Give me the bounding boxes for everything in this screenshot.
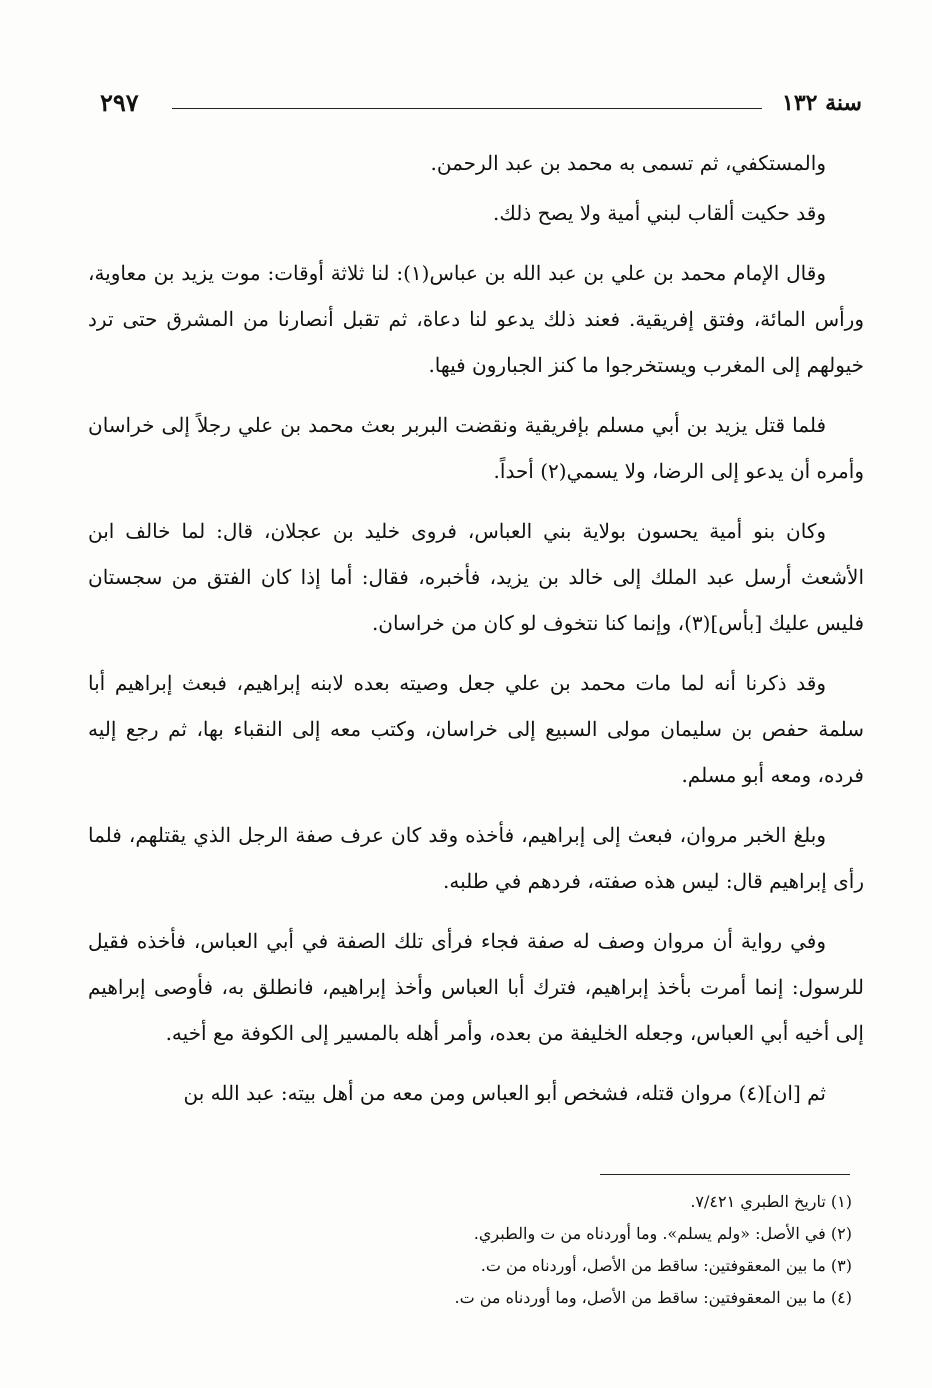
paragraph: وفي رواية أن مروان وصف له صفة فجاء فرأى تلك الصفة في أبي العباس، فأخذه فقيل للرسول: إنما أمرت بأخذ إبراهيم، فترك أبا العباس وأخذ إبراهيم، فانطلق به، فأوصى إبراهيم إلى أخيه أبي العباس، وجعله الخليفة من بعده، وأمر أهله بالمسير إلى الكوفة مع أخيه. [88,929,864,1045]
paragraph: فلما قتل يزيد بن أبي مسلم بإفريقية ونقضت البربر بعث محمد بن علي رجلاً إلى خراسان وأمره أن يدعو إلى الرضا، ولا يسمي(٢) أحداً. [88,413,864,483]
paragraph: وكان بنو أمية يحسون بولاية بني العباس، فروى خليد بن عجلان، قال: لما خالف ابن الأشعث أرسل عبد الملك إلى خالد بن يزيد، فأخبره، فقال: أما إذا كان الفتق من سجستان فليس عليك [بأس](٣)، وإنما كنا نتخوف لو كان من خراسان. [88,519,864,635]
main-text [88,140,864,1130]
header-rule [172,108,762,109]
running-title: سنة ١٣٢ [782,90,862,116]
paragraph: والمستكفي، ثم تسمى به محمد بن عبد الرحمن. [430,151,826,175]
footnote-1: (١) تاريخ الطبري ٧/٤٢١. [690,1192,852,1211]
footnotes [300,1186,852,1314]
page-header [100,88,862,122]
footnote-3: (٣) ما بين المعقوفتين: ساقط من الأصل، أوردناه من ت. [480,1256,852,1275]
paragraph: ثم [ان](٤) مروان قتله، فشخص أبو العباس ومن معه من أهل بيته: عبد الله بن [183,1081,826,1105]
paragraph: وبلغ الخبر مروان، فبعث إلى إبراهيم، فأخذه وقد كان عرف صفة الرجل الذي يقتلهم، فلما رأى إبراهيم قال: ليس هذه صفته، فردهم في طلبه. [88,823,864,893]
paragraph: وقال الإمام محمد بن علي بن عبد الله بن عباس(١): لنا ثلاثة أوقات: موت يزيد بن معاوية، ورأس المائة، وفتق إفريقية. فعند ذلك يدعو لنا دعاة، ثم تقبل أنصارنا من المشرق حتى ترد خيولهم إلى المغرب ويستخرجوا ما كنز الجبارون فيها. [88,261,865,377]
page-number: ٢٩٧ [100,88,139,117]
paragraph: وقد حكيت ألقاب لبني أمية ولا يصح ذلك. [493,201,826,225]
footnote-4: (٤) ما بين المعقوفتين: ساقط من الأصل، وما أوردناه من ت. [454,1288,852,1307]
footnote-rule [600,1174,850,1175]
footnote-2: (٢) في الأصل: «ولم يسلم». وما أوردناه من ت والطبري. [473,1224,852,1243]
paragraph: وقد ذكرنا أنه لما مات محمد بن علي جعل وصيته بعده لابنه إبراهيم، فبعث إبراهيم أبا سلمة حفص بن سليمان مولى السبيع إلى خراسان، وكتب معه إلى النقباء بها، ثم رجع إليه فرده، ومعه أبو مسلم. [88,671,864,787]
